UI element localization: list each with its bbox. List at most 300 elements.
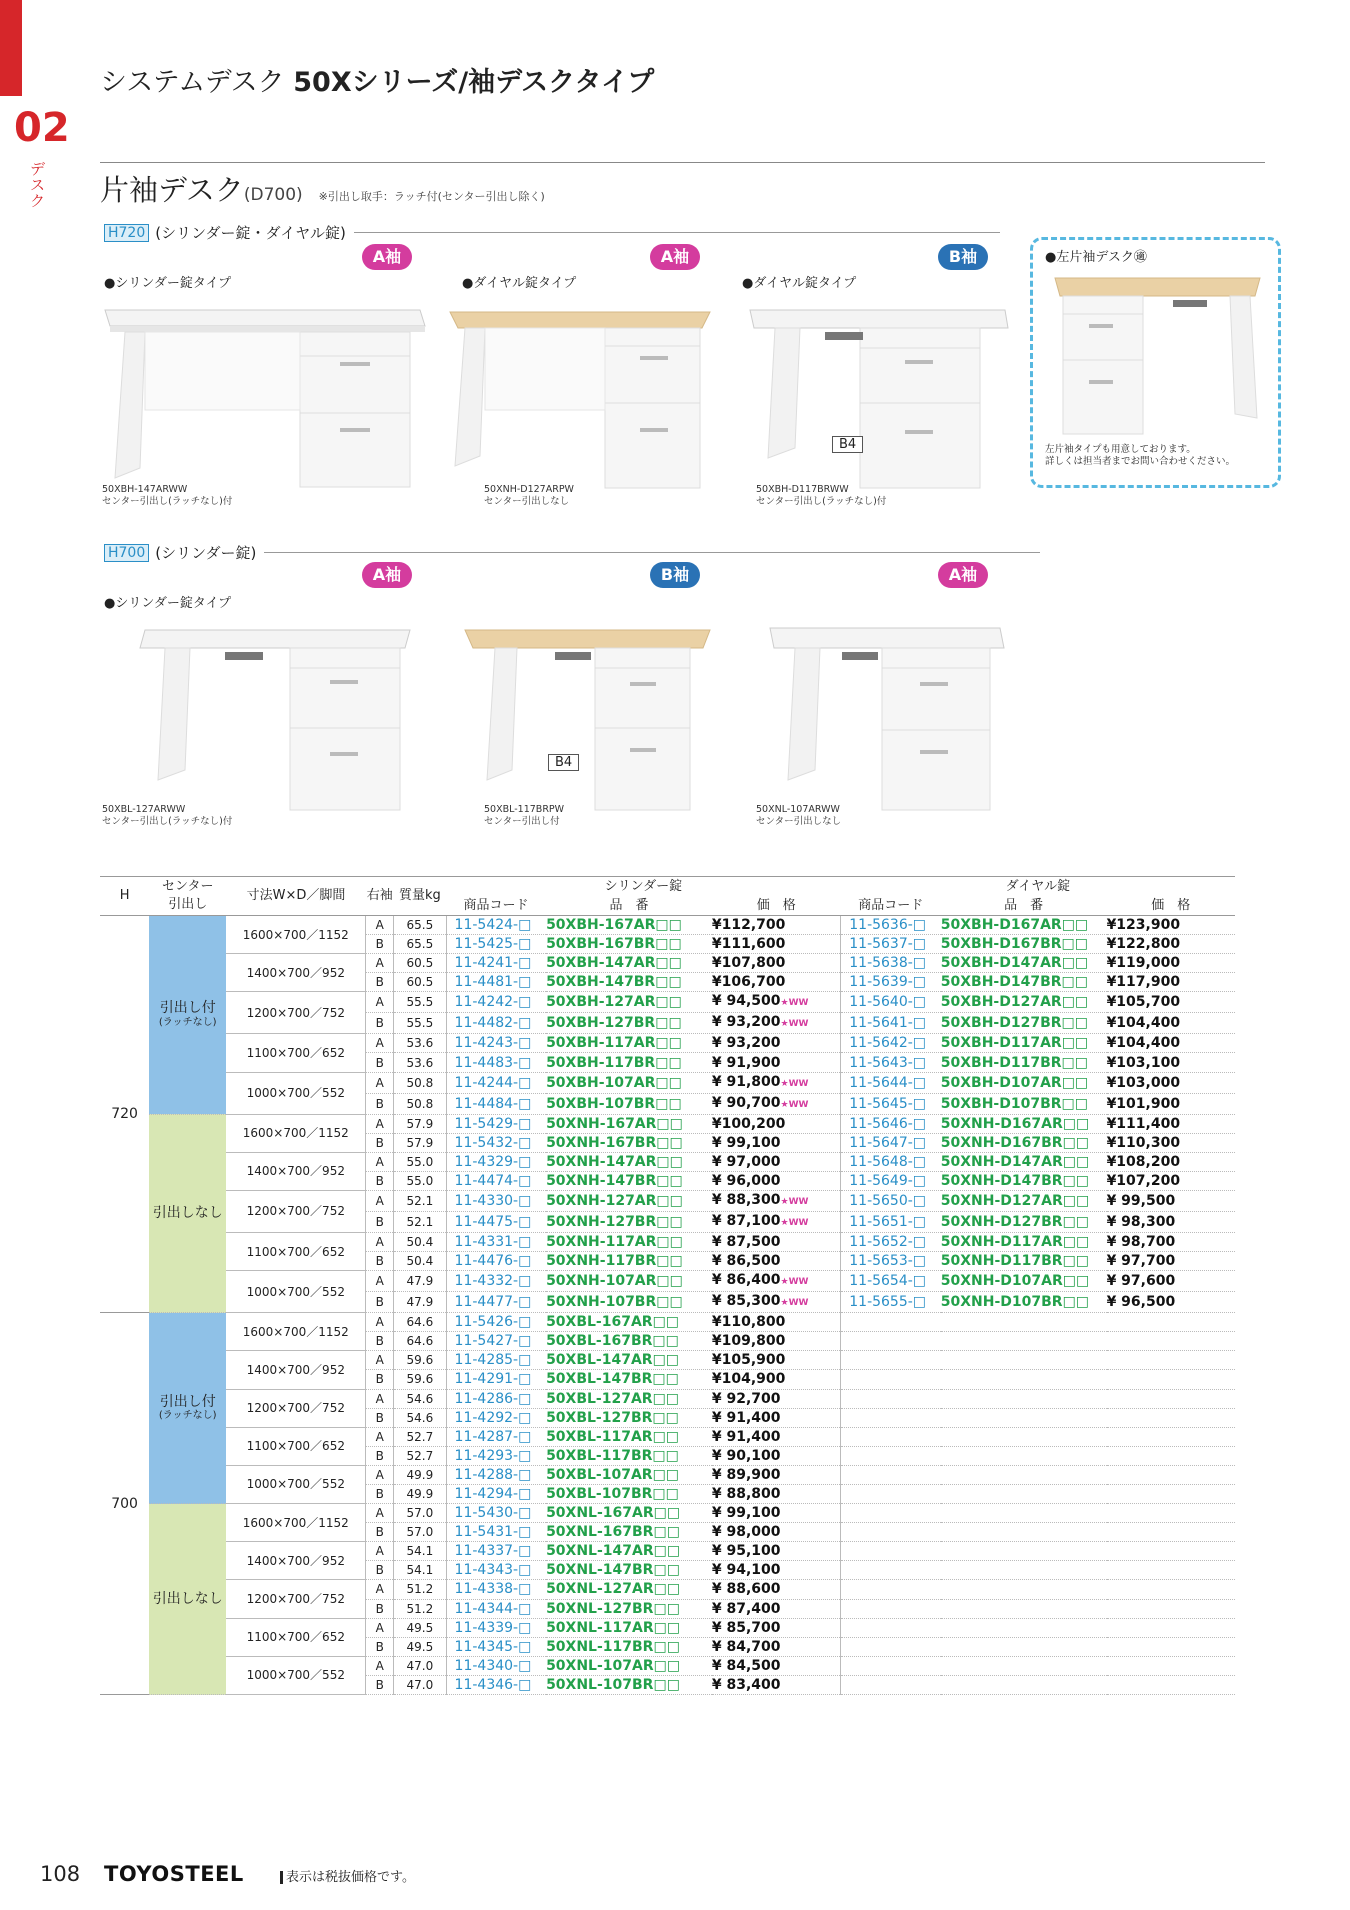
model-cell: 50XBL-127BR□□ (546, 1408, 712, 1427)
code-cell: 11-4346-□ (446, 1675, 546, 1694)
desk-image (760, 620, 1010, 820)
desk-image (130, 620, 420, 820)
price-cell: ¥ 87,100★WW (712, 1211, 841, 1232)
model-cell (941, 1484, 1107, 1503)
weight-cell: 60.5 (394, 954, 446, 973)
weight-cell: 47.9 (394, 1271, 446, 1292)
weight-cell: 47.0 (394, 1656, 446, 1675)
model-cell: 50XNH-D117AR□□ (941, 1232, 1107, 1251)
code-cell: 11-5644-□ (841, 1072, 941, 1093)
model-cell: 50XBH-117AR□□ (546, 1034, 712, 1053)
model-cell: 50XBH-D107BR□□ (941, 1093, 1107, 1114)
weight-cell: 47.9 (394, 1292, 446, 1313)
size-cell: 1100×700／652 (226, 1427, 366, 1465)
price-cell: ¥104,900 (712, 1370, 841, 1389)
group-badge: H700 (104, 544, 149, 562)
table-row (100, 1465, 1235, 1484)
group-h700-header (104, 542, 1040, 563)
code-cell (841, 1504, 941, 1523)
code-cell: 11-4331-□ (446, 1232, 546, 1251)
tag-a-sleeve: A袖 (362, 562, 412, 588)
code-cell: 11-5643-□ (841, 1053, 941, 1072)
chapter-label: デスク (30, 160, 46, 210)
price-cell: ¥ 98,300 (1107, 1211, 1235, 1232)
desk-image (455, 620, 725, 820)
model-cell: 50XNH-107BR□□ (546, 1292, 712, 1313)
spec-table (100, 876, 1235, 1695)
code-cell (841, 1675, 941, 1694)
model-cell: 50XNH-107AR□□ (546, 1271, 712, 1292)
price-cell: ¥110,800 (712, 1313, 841, 1332)
weight-cell: 47.0 (394, 1675, 446, 1694)
weight-cell: 59.6 (394, 1370, 446, 1389)
price-cell: ¥119,000 (1107, 954, 1235, 973)
star-ww-mark: ★WW (780, 1196, 809, 1207)
star-ww-mark: ★WW (780, 1099, 809, 1110)
table-row (100, 954, 1235, 973)
price-cell: ¥106,700 (712, 973, 841, 992)
model-cell: 50XBH-D107AR□□ (941, 1072, 1107, 1093)
price-cell: ¥105,900 (712, 1351, 841, 1370)
code-cell (841, 1465, 941, 1484)
model-cell: 50XNH-147BR□□ (546, 1171, 712, 1190)
model-cell: 50XBH-D117BR□□ (941, 1053, 1107, 1072)
size-cell: 1000×700／552 (226, 1656, 366, 1694)
tax-note: 表示は税抜価格です。 (280, 1866, 415, 1885)
code-cell: 11-4243-□ (446, 1034, 546, 1053)
model-cell: 50XBL-107BR□□ (546, 1484, 712, 1503)
model-cell: 50XNH-147AR□□ (546, 1152, 712, 1171)
tag-b-sleeve: B袖 (650, 562, 700, 588)
price-cell: ¥105,700 (1107, 992, 1235, 1013)
code-cell: 11-4476-□ (446, 1252, 546, 1271)
weight-cell: 49.5 (394, 1637, 446, 1656)
code-cell (841, 1408, 941, 1427)
size-cell: 1600×700／1152 (226, 1114, 366, 1152)
code-cell: 11-5427-□ (446, 1332, 546, 1351)
price-cell (1107, 1465, 1235, 1484)
price-cell: ¥ 93,200★WW (712, 1013, 841, 1034)
model-cell (941, 1465, 1107, 1484)
code-cell: 11-4338-□ (446, 1580, 546, 1599)
weight-cell: 50.4 (394, 1252, 446, 1271)
weight-cell: 50.8 (394, 1072, 446, 1093)
type-label: ●ダイヤル錠タイプ (462, 276, 577, 291)
weight-cell: 54.6 (394, 1408, 446, 1427)
chapter-color-bar (0, 0, 22, 96)
star-ww-mark: ★WW (780, 1298, 809, 1309)
price-cell (1107, 1675, 1235, 1694)
col-header-weight: 質量kg (394, 877, 446, 916)
code-cell: 11-5640-□ (841, 992, 941, 1013)
side-cell: A (366, 1618, 394, 1637)
model-cell: 50XBH-D117AR□□ (941, 1034, 1107, 1053)
table-row (100, 1114, 1235, 1133)
col-header-code: 商品コード (446, 897, 546, 916)
group-badge: H720 (104, 224, 149, 242)
desk-caption: 50XBH-147ARWW センター引出し(ラッチなし)付 (102, 484, 233, 507)
tag-b-sleeve: B袖 (938, 244, 988, 270)
weight-cell: 52.1 (394, 1211, 446, 1232)
price-cell (1107, 1618, 1235, 1637)
side-cell: B (366, 1523, 394, 1542)
model-cell: 50XNL-127AR□□ (546, 1580, 712, 1599)
model-cell: 50XNH-D127AR□□ (941, 1190, 1107, 1211)
code-cell: 11-4475-□ (446, 1211, 546, 1232)
price-cell: ¥ 93,200 (712, 1034, 841, 1053)
code-cell: 11-4332-□ (446, 1271, 546, 1292)
model-cell: 50XNH-127BR□□ (546, 1211, 712, 1232)
price-cell: ¥ 99,100 (712, 1504, 841, 1523)
size-cell: 1100×700／652 (226, 1618, 366, 1656)
group-label: (シリンダー錠) (155, 544, 257, 562)
table-row (100, 1656, 1235, 1675)
code-cell (841, 1370, 941, 1389)
price-cell: ¥ 88,600 (712, 1580, 841, 1599)
weight-cell: 55.0 (394, 1171, 446, 1190)
price-cell: ¥ 91,900 (712, 1053, 841, 1072)
code-cell: 11-5638-□ (841, 954, 941, 973)
price-cell (1107, 1599, 1235, 1618)
model-cell: 50XBL-107AR□□ (546, 1465, 712, 1484)
col-header-price: 価 格 (1107, 897, 1235, 916)
code-cell: 11-4484-□ (446, 1093, 546, 1114)
code-cell: 11-4244-□ (446, 1072, 546, 1093)
code-cell (841, 1618, 941, 1637)
star-ww-mark: ★WW (780, 1277, 809, 1288)
side-cell: A (366, 916, 394, 935)
weight-cell: 52.1 (394, 1190, 446, 1211)
code-cell: 11-4344-□ (446, 1599, 546, 1618)
model-cell: 50XNL-147AR□□ (546, 1542, 712, 1561)
side-cell: A (366, 1190, 394, 1211)
side-cell: A (366, 1427, 394, 1446)
code-cell: 11-4293-□ (446, 1446, 546, 1465)
code-cell: 11-4329-□ (446, 1152, 546, 1171)
code-cell: 11-4345-□ (446, 1637, 546, 1656)
price-cell: ¥ 99,100 (712, 1133, 841, 1152)
model-cell: 50XBL-167AR□□ (546, 1313, 712, 1332)
weight-cell: 55.5 (394, 992, 446, 1013)
weight-cell: 49.9 (394, 1484, 446, 1503)
model-cell: 50XNL-107AR□□ (546, 1656, 712, 1675)
code-cell: 11-5652-□ (841, 1232, 941, 1251)
model-cell (941, 1408, 1107, 1427)
side-cell: B (366, 1013, 394, 1034)
weight-cell: 53.6 (394, 1034, 446, 1053)
model-cell (941, 1637, 1107, 1656)
price-cell: ¥ 91,400 (712, 1408, 841, 1427)
desk-image (440, 298, 720, 498)
model-cell: 50XBH-167BR□□ (546, 935, 712, 954)
desk-caption: 50XBL-117BRPW センター引出し付 (484, 804, 565, 827)
model-cell (941, 1313, 1107, 1332)
code-cell: 11-5425-□ (446, 935, 546, 954)
side-cell: B (366, 1171, 394, 1190)
side-cell: B (366, 1133, 394, 1152)
left-desk-title: ●左片袖デスク㊜ (1045, 250, 1147, 265)
side-cell: B (366, 1370, 394, 1389)
b4-label: B4 (548, 754, 579, 771)
price-cell: ¥117,900 (1107, 973, 1235, 992)
code-cell (841, 1599, 941, 1618)
size-cell: 1100×700／652 (226, 1034, 366, 1072)
price-cell: ¥108,200 (1107, 1152, 1235, 1171)
side-cell: A (366, 1389, 394, 1408)
model-cell: 50XBH-127AR□□ (546, 992, 712, 1013)
code-cell: 11-4288-□ (446, 1465, 546, 1484)
price-cell: ¥ 94,500★WW (712, 992, 841, 1013)
col-header-model: 品 番 (941, 897, 1107, 916)
price-cell (1107, 1580, 1235, 1599)
side-cell: A (366, 1271, 394, 1292)
tag-a-sleeve: A袖 (650, 244, 700, 270)
size-cell: 1400×700／952 (226, 1542, 366, 1580)
desk-caption: 50XNL-107ARWW センター引出しなし (756, 804, 842, 827)
series-title: システムデスク 50Xシリーズ/袖デスクタイプ (100, 67, 655, 98)
price-cell: ¥ 96,000 (712, 1171, 841, 1190)
code-cell: 11-4242-□ (446, 992, 546, 1013)
price-cell (1107, 1504, 1235, 1523)
table-row (100, 1072, 1235, 1093)
code-cell: 11-5653-□ (841, 1252, 941, 1271)
star-ww-mark: ★WW (780, 1019, 809, 1030)
price-cell: ¥ 92,700 (712, 1389, 841, 1408)
price-cell: ¥ 89,900 (712, 1465, 841, 1484)
size-cell: 1000×700／552 (226, 1271, 366, 1313)
type-label: ●ダイヤル錠タイプ (742, 276, 857, 291)
model-cell (941, 1656, 1107, 1675)
code-cell (841, 1389, 941, 1408)
side-cell: A (366, 1656, 394, 1675)
model-cell: 50XNH-117AR□□ (546, 1232, 712, 1251)
model-cell: 50XNL-127BR□□ (546, 1599, 712, 1618)
price-cell: ¥123,900 (1107, 916, 1235, 935)
star-ww-mark: ★WW (780, 1078, 809, 1089)
side-cell: B (366, 1637, 394, 1656)
size-cell: 1000×700／552 (226, 1072, 366, 1114)
model-cell: 50XBH-D127AR□□ (941, 992, 1107, 1013)
weight-cell: 49.5 (394, 1618, 446, 1637)
code-cell (841, 1446, 941, 1465)
code-cell: 11-5426-□ (446, 1313, 546, 1332)
table-row (100, 1313, 1235, 1332)
price-cell: ¥ 84,500 (712, 1656, 841, 1675)
model-cell: 50XBL-147AR□□ (546, 1351, 712, 1370)
price-cell: ¥ 90,100 (712, 1446, 841, 1465)
model-cell (941, 1675, 1107, 1694)
code-cell: 11-5642-□ (841, 1034, 941, 1053)
size-cell: 1400×700／952 (226, 1351, 366, 1389)
weight-cell: 60.5 (394, 973, 446, 992)
weight-cell: 54.1 (394, 1561, 446, 1580)
weight-cell: 51.2 (394, 1599, 446, 1618)
side-cell: B (366, 1093, 394, 1114)
price-cell: ¥ 85,300★WW (712, 1292, 841, 1313)
price-cell: ¥ 87,400 (712, 1599, 841, 1618)
side-cell: A (366, 1152, 394, 1171)
code-cell: 11-4483-□ (446, 1053, 546, 1072)
price-cell (1107, 1332, 1235, 1351)
price-cell: ¥ 85,700 (712, 1618, 841, 1637)
table-row (100, 1389, 1235, 1408)
price-cell: ¥ 99,500 (1107, 1190, 1235, 1211)
side-cell: B (366, 1446, 394, 1465)
price-cell (1107, 1351, 1235, 1370)
type-label: ●シリンダー錠タイプ (104, 596, 232, 611)
price-cell: ¥110,300 (1107, 1133, 1235, 1152)
code-cell: 11-4343-□ (446, 1561, 546, 1580)
side-cell: B (366, 935, 394, 954)
price-cell: ¥ 86,500 (712, 1252, 841, 1271)
table-row (100, 992, 1235, 1013)
size-cell: 1200×700／752 (226, 1190, 366, 1232)
code-cell: 11-4474-□ (446, 1171, 546, 1190)
price-cell (1107, 1427, 1235, 1446)
size-cell: 1600×700／1152 (226, 1313, 366, 1351)
side-cell: A (366, 1232, 394, 1251)
weight-cell: 50.8 (394, 1093, 446, 1114)
model-cell: 50XBH-127BR□□ (546, 1013, 712, 1034)
desk-image (100, 298, 430, 498)
price-cell (1107, 1523, 1235, 1542)
price-cell (1107, 1561, 1235, 1580)
side-cell: A (366, 1313, 394, 1332)
model-cell: 50XNH-D147BR□□ (941, 1171, 1107, 1190)
height-cell: 700 (100, 1313, 149, 1695)
size-cell: 1400×700／952 (226, 1152, 366, 1190)
weight-cell: 53.6 (394, 1053, 446, 1072)
price-cell: ¥ 98,700 (1107, 1232, 1235, 1251)
star-ww-mark: ★WW (780, 1217, 809, 1228)
model-cell: 50XNH-D147AR□□ (941, 1152, 1107, 1171)
side-cell: A (366, 1504, 394, 1523)
code-cell: 11-5648-□ (841, 1152, 941, 1171)
side-cell: A (366, 1542, 394, 1561)
model-cell: 50XBH-D127BR□□ (941, 1013, 1107, 1034)
model-cell (941, 1599, 1107, 1618)
weight-cell: 55.5 (394, 1013, 446, 1034)
model-cell (941, 1370, 1107, 1389)
model-cell (941, 1389, 1107, 1408)
price-cell: ¥ 87,500 (712, 1232, 841, 1251)
price-cell (1107, 1484, 1235, 1503)
weight-cell: 55.0 (394, 1152, 446, 1171)
price-cell: ¥101,900 (1107, 1093, 1235, 1114)
code-cell: 11-5650-□ (841, 1190, 941, 1211)
model-cell: 50XNH-167AR□□ (546, 1114, 712, 1133)
code-cell (841, 1542, 941, 1561)
size-cell: 1200×700／752 (226, 1389, 366, 1427)
type-label: ●シリンダー錠タイプ (104, 276, 232, 291)
model-cell (941, 1542, 1107, 1561)
tag-a-sleeve: A袖 (938, 562, 988, 588)
model-cell: 50XNL-117BR□□ (546, 1637, 712, 1656)
title-divider (100, 162, 1265, 163)
table-row (100, 1504, 1235, 1523)
code-cell: 11-4339-□ (446, 1618, 546, 1637)
side-cell: A (366, 1034, 394, 1053)
weight-cell: 54.1 (394, 1542, 446, 1561)
code-cell: 11-5646-□ (841, 1114, 941, 1133)
code-cell: 11-5424-□ (446, 916, 546, 935)
table-row (100, 916, 1235, 935)
model-cell: 50XNL-167BR□□ (546, 1523, 712, 1542)
side-cell: B (366, 973, 394, 992)
table-row (100, 1351, 1235, 1370)
table-row (100, 1271, 1235, 1292)
model-cell: 50XBH-D147BR□□ (941, 973, 1107, 992)
model-cell: 50XBH-117BR□□ (546, 1053, 712, 1072)
weight-cell: 50.4 (394, 1232, 446, 1251)
star-ww-mark: ★WW (780, 998, 809, 1009)
model-cell: 50XBL-167BR□□ (546, 1332, 712, 1351)
code-cell: 11-5641-□ (841, 1013, 941, 1034)
price-cell (1107, 1542, 1235, 1561)
code-cell (841, 1561, 941, 1580)
price-cell: ¥ 96,500 (1107, 1292, 1235, 1313)
desk-caption: 50XNH-D127ARPW センター引出しなし (484, 484, 574, 507)
weight-cell: 57.9 (394, 1133, 446, 1152)
price-cell: ¥100,200 (712, 1114, 841, 1133)
code-cell: 11-5639-□ (841, 973, 941, 992)
price-cell: ¥ 83,400 (712, 1675, 841, 1694)
code-cell: 11-4477-□ (446, 1292, 546, 1313)
weight-cell: 59.6 (394, 1351, 446, 1370)
model-cell: 50XBH-D147AR□□ (941, 954, 1107, 973)
code-cell: 11-5430-□ (446, 1504, 546, 1523)
code-cell (841, 1351, 941, 1370)
code-cell: 11-5647-□ (841, 1133, 941, 1152)
group-label: (シリンダー錠・ダイヤル錠) (155, 224, 346, 242)
price-cell: ¥103,000 (1107, 1072, 1235, 1093)
price-cell: ¥ 91,800★WW (712, 1072, 841, 1093)
model-cell (941, 1561, 1107, 1580)
price-cell: ¥112,700 (712, 916, 841, 935)
weight-cell: 52.7 (394, 1446, 446, 1465)
code-cell: 11-5429-□ (446, 1114, 546, 1133)
side-cell: B (366, 1053, 394, 1072)
model-cell: 50XBH-107BR□□ (546, 1093, 712, 1114)
price-cell: ¥ 88,800 (712, 1484, 841, 1503)
model-cell: 50XNH-D167BR□□ (941, 1133, 1107, 1152)
col-header-h: H (100, 877, 149, 916)
price-cell (1107, 1408, 1235, 1427)
weight-cell: 57.0 (394, 1504, 446, 1523)
code-cell: 11-5636-□ (841, 916, 941, 935)
size-cell: 1000×700／552 (226, 1465, 366, 1503)
model-cell: 50XBH-167AR□□ (546, 916, 712, 935)
model-cell: 50XNH-167BR□□ (546, 1133, 712, 1152)
side-cell: A (366, 1580, 394, 1599)
code-cell: 11-4292-□ (446, 1408, 546, 1427)
col-header-size: 寸法W×D／脚間 (226, 877, 366, 916)
model-cell: 50XBH-107AR□□ (546, 1072, 712, 1093)
code-cell: 11-4330-□ (446, 1190, 546, 1211)
price-cell: ¥122,800 (1107, 935, 1235, 954)
code-cell: 11-4294-□ (446, 1484, 546, 1503)
model-cell: 50XNL-107BR□□ (546, 1675, 712, 1694)
price-cell: ¥103,100 (1107, 1053, 1235, 1072)
model-cell (941, 1427, 1107, 1446)
code-cell (841, 1313, 941, 1332)
price-cell: ¥ 97,000 (712, 1152, 841, 1171)
side-cell: A (366, 1072, 394, 1093)
side-cell: B (366, 1561, 394, 1580)
code-cell: 11-5432-□ (446, 1133, 546, 1152)
side-cell: B (366, 1332, 394, 1351)
model-cell: 50XNH-D117BR□□ (941, 1252, 1107, 1271)
